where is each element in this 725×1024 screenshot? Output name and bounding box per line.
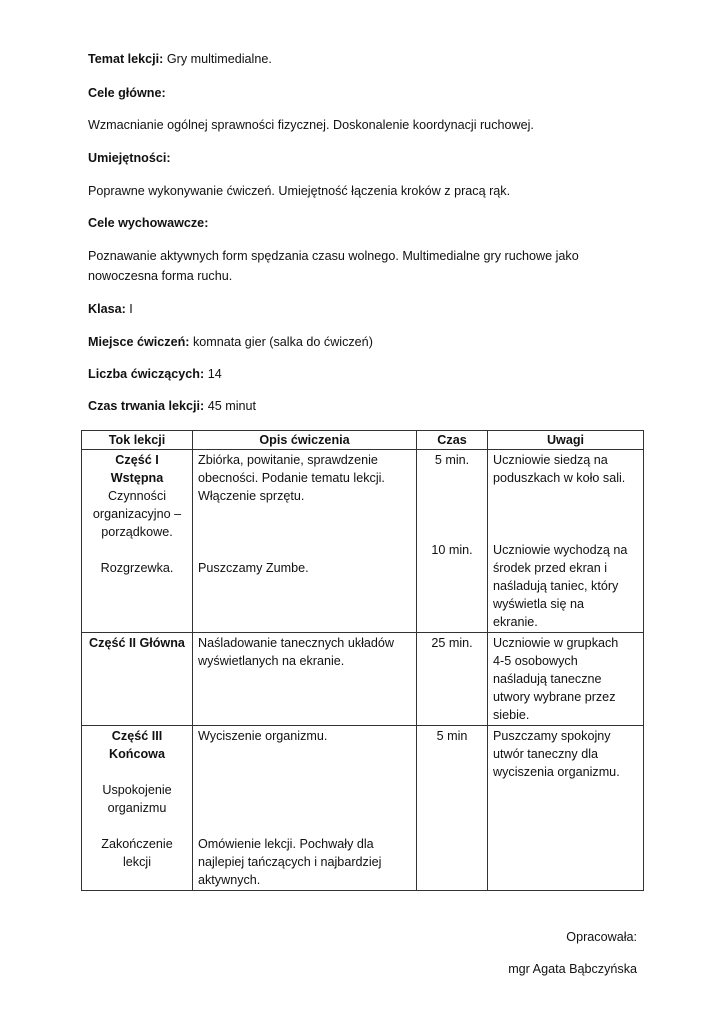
description-cell: Zbiórka, powitanie, sprawdzenie obecności. Podanie tematu lekcji. Włączenie sprzętu. Puszczamy Zumbe. bbox=[193, 450, 417, 633]
main-goals-text: Wzmacnianie ogólnej sprawności fizycznej. Doskonalenie koordynacji ruchowej. bbox=[88, 118, 534, 132]
class-value: I bbox=[125, 302, 133, 316]
header-opis-cwiczenia: Opis ćwiczenia bbox=[193, 431, 417, 450]
place-value: komnata gier (salka do ćwiczeń) bbox=[189, 335, 373, 349]
header-tok-lekcji: Tok lekcji bbox=[82, 431, 193, 450]
participants-value: 14 bbox=[204, 367, 222, 381]
part-cell: Część III Końcowa Uspokojenie organizmu Zakończenie lekcji bbox=[82, 726, 193, 891]
header-uwagi: Uwagi bbox=[488, 431, 644, 450]
participants-line bbox=[88, 367, 222, 381]
place-line bbox=[88, 335, 373, 349]
time-cell: 5 min bbox=[417, 726, 488, 891]
place-label: Miejsce ćwiczeń: bbox=[88, 335, 190, 349]
educational-goals-text-1: Poznawanie aktywnych form spędzania czasu wolnego. Multimedialne gry ruchowe jako bbox=[88, 249, 579, 263]
table-row bbox=[82, 726, 644, 891]
skills-heading: Umiejętności: bbox=[88, 151, 171, 165]
notes-cell: Uczniowie siedzą na poduszkach w koło sali. Uczniowie wychodzą na środek przed ekran i naśladują taniec, który wyświetla się na ekranie. bbox=[488, 450, 644, 633]
notes-cell: Puszczamy spokojny utwór taneczny dla wyciszenia organizmu. bbox=[488, 726, 644, 891]
participants-label: Liczba ćwiczących: bbox=[88, 367, 205, 381]
duration-line bbox=[88, 399, 256, 413]
skills-text: Poprawne wykonywanie ćwiczeń. Umiejętność łączenia kroków z pracą rąk. bbox=[88, 184, 511, 198]
educational-goals-heading: Cele wychowawcze: bbox=[88, 216, 209, 230]
table-row bbox=[82, 633, 644, 726]
time-cell: 25 min. bbox=[417, 633, 488, 726]
author-name: mgr Agata Bąbczyńska bbox=[508, 962, 637, 976]
prepared-by-label: Opracowała: bbox=[566, 930, 637, 944]
table-header-row bbox=[82, 431, 644, 450]
educational-goals-text-2: nowoczesna forma ruchu. bbox=[88, 269, 233, 283]
part-cell: Część I Wstępna Czynności organizacyjno – porządkowe. Rozgrzewka. bbox=[82, 450, 193, 633]
class-label: Klasa: bbox=[88, 302, 126, 316]
main-goals-heading: Cele główne: bbox=[88, 86, 166, 100]
lesson-plan-table bbox=[81, 430, 644, 891]
duration-value: 45 minut bbox=[204, 399, 257, 413]
time-cell: 5 min. 10 min. bbox=[417, 450, 488, 633]
description-cell: Wyciszenie organizmu. Omówienie lekcji. Pochwały dla najlepiej tańczących i najbardziej aktywnych. bbox=[193, 726, 417, 891]
topic-label: Temat lekcji: bbox=[88, 52, 164, 66]
duration-label: Czas trwania lekcji: bbox=[88, 399, 205, 413]
notes-cell: Uczniowie w grupkach 4-5 osobowych naśladują taneczne utwory wybrane przez siebie. bbox=[488, 633, 644, 726]
description-cell: Naśladowanie tanecznych układów wyświetlanych na ekranie. bbox=[193, 633, 417, 726]
topic-line bbox=[88, 52, 272, 66]
topic-value: Gry multimedialne. bbox=[163, 52, 272, 66]
part-cell: Część II Główna bbox=[82, 633, 193, 726]
table-row bbox=[82, 450, 644, 633]
class-line bbox=[88, 302, 133, 316]
header-czas: Czas bbox=[417, 431, 488, 450]
